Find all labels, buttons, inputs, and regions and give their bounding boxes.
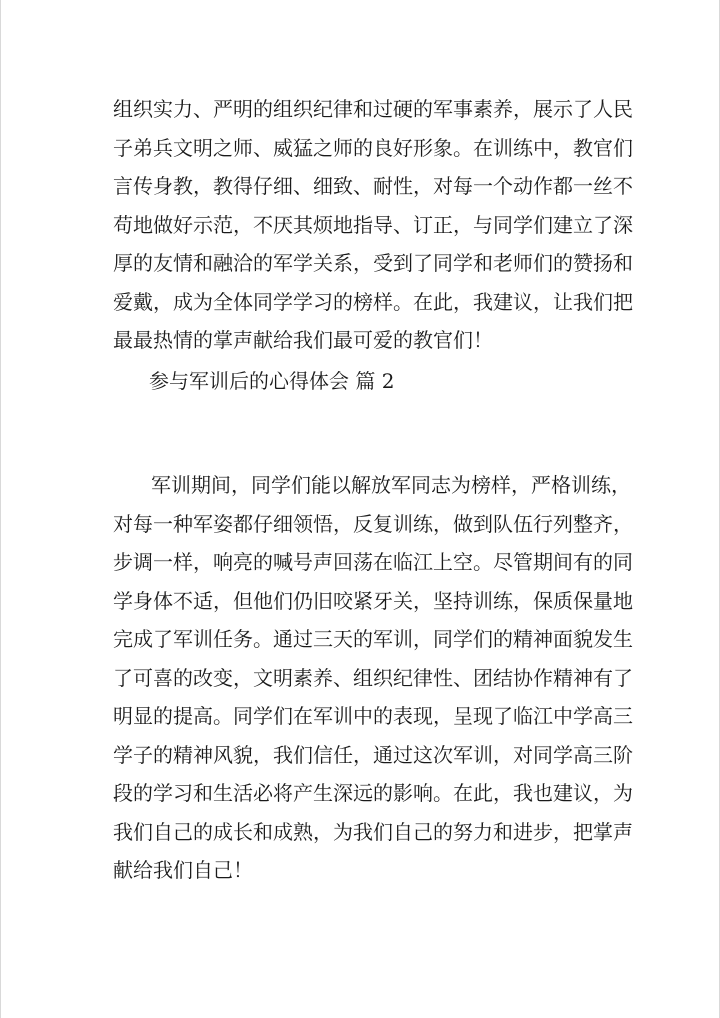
text-line: 明显的提高。同学们在军训中的表现，呈现了临江中学高三 <box>113 704 633 728</box>
text-line: 了可喜的改变，文明素养、组织纪律性、团结协作精神有了 <box>113 665 633 690</box>
text-line: 苟地做好示范，不厌其烦地指导、订正，与同学们建立了深 <box>113 212 633 237</box>
text-line: 学身体不适，但他们仍旧咬紧牙关，坚持训练，保质保量地 <box>113 588 633 613</box>
text-line: 献给我们自己！ <box>113 858 253 882</box>
text-line: 学子的精神风貌，我们信任，通过这次军训，对同学高三阶 <box>113 742 633 767</box>
text-line: 爱戴，成为全体同学学习的榜样。在此，我建议，让我们把 <box>113 289 633 314</box>
text-line: 最最热情的掌声献给我们最可爱的教官们！ <box>113 328 493 352</box>
text-line: 军训期间，同学们能以解放军同志为榜样，严格训练， <box>151 473 631 497</box>
text-line: 步调一样，响亮的喊号声回荡在临江上空。尽管期间有的同 <box>113 550 633 574</box>
text-line: 段的学习和生活必将产生深远的影响。在此，我也建议，为 <box>113 781 633 805</box>
text-line: 完成了军训任务。通过三天的军训，同学们的精神面貌发生 <box>113 627 633 651</box>
text-line: 厚的友情和融洽的军学关系，受到了同学和老师们的赞扬和 <box>113 251 633 275</box>
text-line: 我们自己的成长和成熟，为我们自己的努力和进步，把掌声 <box>113 819 633 844</box>
section-heading: 参与军训后的心得体会 篇 2 <box>149 369 395 393</box>
paragraph-2 <box>113 466 633 890</box>
text-line: 对每一种军姿都仔细领悟，反复训练，做到队伍行列整齐， <box>113 511 633 536</box>
paragraph-1 <box>113 90 633 360</box>
text-line: 言传身教，教得仔细、细致、耐性，对每一个动作都一丝不 <box>113 174 633 198</box>
text-line: 子弟兵文明之师、威猛之师的良好形象。在训练中，教官们 <box>113 135 633 160</box>
text-line: 组织实力、严明的组织纪律和过硬的军事素养，展示了人民 <box>113 97 633 121</box>
